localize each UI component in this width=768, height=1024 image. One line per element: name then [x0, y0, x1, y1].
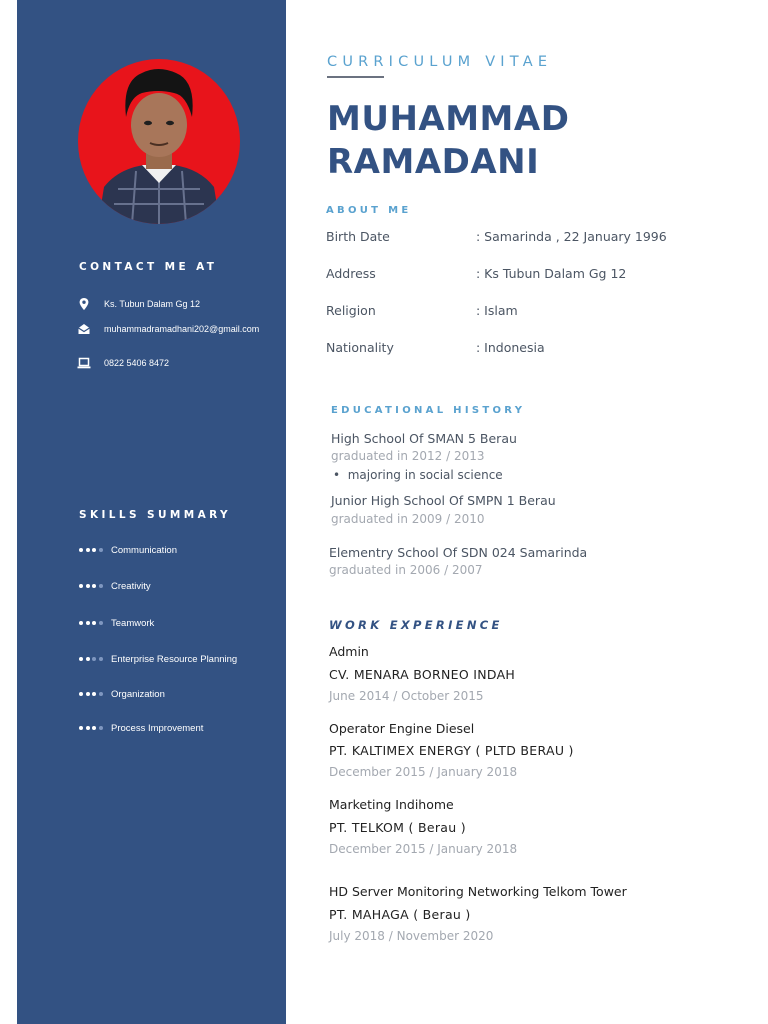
job-period: June 2014 / October 2015: [329, 689, 484, 703]
job-period: December 2015 / January 2018: [329, 842, 518, 856]
education-period: graduated in 2009 / 2010: [331, 512, 485, 526]
rating-dot: [99, 584, 103, 588]
about-value: : Indonesia: [476, 340, 545, 355]
skill-label: Teamwork: [111, 617, 155, 629]
rating-dot: [92, 692, 96, 696]
contact-email-text: muhammadramadhani202@gmail.com: [104, 324, 260, 334]
rating-dot: [79, 548, 83, 552]
location-pin-icon: [77, 297, 91, 311]
rating-dot: [79, 657, 83, 661]
about-row: [326, 303, 518, 321]
about-row: [326, 340, 545, 358]
job-company: PT. TELKOM ( Berau ): [329, 820, 466, 835]
skill-item: [79, 543, 177, 557]
job-title: Admin: [329, 644, 369, 659]
page-title: [327, 98, 569, 184]
cv-underline: [327, 76, 384, 78]
contact-address: [77, 296, 200, 312]
rating-dot: [86, 692, 90, 696]
skill-item: [79, 687, 165, 701]
job-company: PT. KALTIMEX ENERGY ( PLTD BERAU ): [329, 743, 574, 758]
education-heading: EDUCATIONAL HISTORY: [331, 405, 526, 416]
rating-dot: [92, 621, 96, 625]
rating-dot: [92, 726, 96, 730]
rating-dot: [86, 584, 90, 588]
education-note-text: majoring in social science: [347, 468, 503, 482]
education-school: Junior High School Of SMPN 1 Berau: [331, 493, 556, 508]
skill-rating: [79, 692, 105, 696]
skill-rating: [79, 657, 105, 661]
skill-item: [79, 721, 203, 735]
rating-dot: [99, 692, 103, 696]
bullet-icon: •: [333, 468, 348, 482]
job-period: December 2015 / January 2018: [329, 765, 518, 779]
rating-dot: [86, 726, 90, 730]
laptop-icon: [77, 356, 91, 370]
skill-label: Organization: [111, 688, 165, 700]
skill-label: Communication: [111, 544, 177, 556]
name-last: RAMADANI: [327, 142, 540, 182]
envelope-icon: [77, 322, 91, 336]
job-company: PT. MAHAGA ( Berau ): [329, 907, 471, 922]
contact-email: [77, 321, 259, 337]
job-title: Operator Engine Diesel: [329, 721, 475, 736]
contact-heading: CONTACT ME AT: [79, 261, 218, 273]
skill-rating: [79, 584, 105, 588]
rating-dot: [86, 621, 90, 625]
about-value: : Islam: [476, 303, 518, 318]
skill-rating: [79, 726, 105, 730]
contact-address-text: Ks. Tubun Dalam Gg 12: [104, 299, 201, 309]
about-label: Birth Date: [326, 229, 390, 244]
rating-dot: [86, 548, 90, 552]
rating-dot: [99, 726, 103, 730]
education-school: Elementry School Of SDN 024 Samarinda: [329, 545, 588, 560]
about-row: [326, 229, 667, 247]
about-row: [326, 266, 627, 284]
about-label: Address: [326, 266, 376, 281]
contact-phone-text: 0822 5406 8472: [104, 358, 170, 368]
profile-photo: [78, 59, 240, 224]
job-title: Marketing Indihome: [329, 797, 454, 812]
rating-dot: [79, 584, 83, 588]
rating-dot: [92, 657, 96, 661]
rating-dot: [79, 726, 83, 730]
job-title: HD Server Monitoring Networking Telkom Tower: [329, 884, 627, 899]
skills-heading: SKILLS SUMMARY: [79, 509, 232, 521]
cv-label: CURRICULUM VITAE: [327, 54, 553, 70]
rating-dot: [86, 657, 90, 661]
skill-rating: [79, 621, 105, 625]
education-school: High School Of SMAN 5 Berau: [331, 431, 517, 446]
skill-item: [79, 652, 237, 666]
skill-item: [79, 579, 151, 593]
education-note: [333, 468, 503, 482]
about-value: : Samarinda , 22 January 1996: [476, 229, 667, 244]
skill-label: Enterprise Resource Planning: [111, 653, 238, 665]
skill-rating: [79, 548, 105, 552]
name-first: MUHAMMAD: [327, 99, 570, 139]
about-value: : Ks Tubun Dalam Gg 12: [476, 266, 627, 281]
job-period: July 2018 / November 2020: [329, 929, 494, 943]
rating-dot: [99, 548, 103, 552]
skill-item: [79, 616, 154, 630]
sidebar: [17, 0, 286, 1024]
contact-phone: [77, 355, 169, 371]
about-label: Religion: [326, 303, 376, 318]
rating-dot: [92, 548, 96, 552]
job-company: CV. MENARA BORNEO INDAH: [329, 667, 516, 682]
education-period: graduated in 2012 / 2013: [331, 449, 485, 463]
skill-label: Creativity: [111, 580, 151, 592]
rating-dot: [99, 621, 103, 625]
skill-label: Process Improvement: [111, 722, 204, 734]
about-heading: ABOUT ME: [326, 205, 412, 216]
education-period: graduated in 2006 / 2007: [329, 563, 483, 577]
work-heading: WORK EXPERIENCE: [329, 618, 503, 632]
rating-dot: [99, 657, 103, 661]
rating-dot: [92, 584, 96, 588]
rating-dot: [79, 621, 83, 625]
person-silhouette-icon: [78, 59, 240, 224]
rating-dot: [79, 692, 83, 696]
about-label: Nationality: [326, 340, 394, 355]
